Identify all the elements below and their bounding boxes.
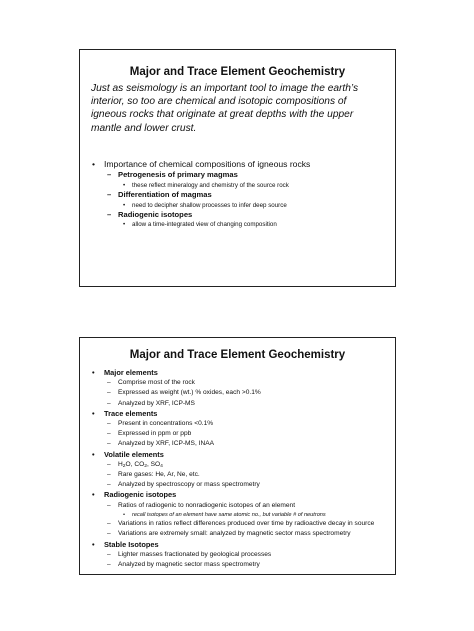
section-trace-elements: • Trace elements <box>90 409 390 419</box>
outline-note: • need to decipher shallow processes to infer deep source <box>90 201 390 210</box>
outline-item-petrogenesis: – Petrogenesis of primary magmas <box>90 170 390 181</box>
list-item: – Comprise most of the rock <box>90 378 390 388</box>
list-item: – Analyzed by XRF, ICP-MS, INAA <box>90 439 390 449</box>
intro-line: Just as seismology is an important tool to image the earth’s <box>91 83 359 94</box>
outline-note: • allow a time-integrated view of changing composition <box>90 220 390 229</box>
outline-item-radiogenic: – Radiogenic isotopes <box>90 210 390 221</box>
section-stable-isotopes: • Stable Isotopes <box>90 540 390 550</box>
list-item: – Lighter masses fractionated by geological processes <box>90 550 390 560</box>
list-note: • recall isotopes of an element have same atomic no., but variable # of neutrons <box>90 511 390 519</box>
slide-1-title: Major and Trace Element Geochemistry <box>129 66 346 78</box>
volatile-formula <box>90 460 390 470</box>
list-item: – Expressed in ppm or ppb <box>90 429 390 439</box>
list-item: – Analyzed by XRF, ICP-MS <box>90 399 390 409</box>
slide-1-intro <box>91 82 391 135</box>
formula-subscript: 4 <box>160 464 163 470</box>
list-item: – Rare gases: He, Ar, Ne, etc. <box>90 470 390 480</box>
list-item: – Variations in ratios reflect differences produced over time by radioactive decay in source <box>90 519 390 529</box>
list-item: – Ratios of radiogenic to nonradiogenic isotopes of an element <box>90 501 390 511</box>
slide-1-outline <box>90 158 390 229</box>
slide-2 <box>79 337 396 575</box>
list-item: – Expressed as weight (wt.) % oxides, each >0.1% <box>90 388 390 398</box>
formula-separator: , <box>146 460 151 468</box>
outline-note: • these reflect mineralogy and chemistry of the source rock <box>90 181 390 190</box>
outline-item-differentiation: – Differentiation of magmas <box>90 190 390 201</box>
section-major-elements: • Major elements <box>90 368 390 378</box>
section-volatile-elements: • Volatile elements <box>90 450 390 460</box>
formula-subscript: 2 <box>122 464 126 470</box>
intro-line: igneous rocks that originate at great depths with the upper <box>91 109 354 121</box>
list-item: – Present in concentrations <0.1% <box>90 419 390 429</box>
slide-2-outline <box>90 368 390 570</box>
formula-so: SO <box>150 460 161 468</box>
formula-co: CO <box>134 460 145 468</box>
formula-subscript: 2 <box>144 464 147 470</box>
intro-line: mantle and lower crust. <box>91 122 197 134</box>
list-item: – Variations are extremely small: analyzed by magnetic sector mass spectrometry <box>90 529 390 539</box>
slide-2-title: Major and Trace Element Geochemistry <box>129 349 346 361</box>
formula-h: H <box>118 460 123 468</box>
section-radiogenic-isotopes: • Radiogenic isotopes <box>90 490 390 500</box>
outline-heading: • Importance of chemical compositions of igneous rocks <box>90 158 390 170</box>
list-item: – Analyzed by magnetic sector mass spectrometry <box>90 560 390 570</box>
slide-1 <box>79 49 396 287</box>
intro-line: interior, so too are chemical and isotopic compositions of <box>91 96 347 108</box>
formula-separator: O, <box>125 460 135 468</box>
list-item: – Analyzed by spectroscopy or mass spectrometry <box>90 480 390 490</box>
